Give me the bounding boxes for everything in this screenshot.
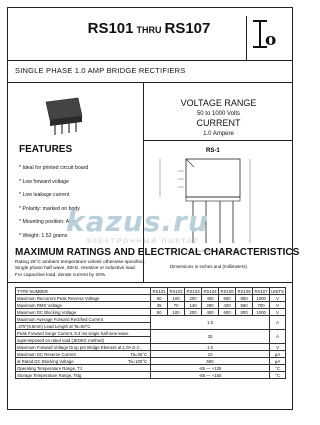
current-value: 1.0 Ampere [203, 131, 234, 137]
package-image [40, 96, 86, 136]
current-heading: CURRENT [196, 118, 241, 128]
feature-item: * Mounting position: Any [19, 219, 75, 225]
voltage-value: 50 to 1000 Volts [196, 111, 241, 117]
cell-unit: V [270, 302, 286, 309]
cell-unit: μA [270, 351, 286, 358]
table-row [16, 309, 286, 316]
cell-value: 1000 [253, 295, 270, 302]
ratings-note: For capacitive load, derate current by 20%. [15, 272, 107, 278]
table-header-cell: RS105 [220, 288, 234, 294]
cell-value: 140 [185, 302, 202, 309]
table-row [16, 330, 286, 337]
cell-value: 800 [236, 309, 253, 316]
row-label: Peak Forward Surge Current, 8.3 ms single half-sine-wave [16, 330, 151, 337]
section-divider [7, 282, 293, 283]
watermark-subtitle: ЭЛЕКТРОННЫЙ ПОРТАЛ [86, 238, 200, 245]
cell-unit: V [270, 309, 286, 316]
part-last: RS107 [164, 20, 211, 37]
brand-logo [246, 16, 284, 60]
cell-value: 1000 [253, 309, 270, 316]
thru-label: THRU [136, 25, 162, 35]
table-header-row [16, 288, 286, 295]
table-header-cell: UNITS [271, 288, 284, 294]
part-first: RS101 [87, 20, 134, 37]
table-row [16, 316, 286, 323]
logo-letter: o [265, 30, 277, 50]
cell-value: 50 [151, 295, 168, 302]
cell-value: 35 [151, 302, 168, 309]
row-label: Operating Temperature Range, TJ [16, 365, 151, 372]
cell-value: 10 [151, 351, 270, 358]
table-row [16, 302, 286, 309]
row-label: Maximum DC Blocking Voltage [16, 309, 151, 316]
cell-value: 100 [168, 309, 185, 316]
table-header-cell: RS106 [237, 288, 251, 294]
row-label-continued: .375"(9.5mm) Lead Length at Ta=50°C [16, 323, 151, 330]
cell-value: 400 [202, 295, 219, 302]
feature-item: * Polarity: marked on body [19, 205, 80, 212]
row-label: Maximum DC Reverse Current Ta=25°C [16, 351, 151, 358]
package-name: RS-1 [206, 148, 220, 154]
table-header-cell: RS107 [254, 288, 268, 294]
table-row [16, 365, 286, 372]
ratings-notes [15, 260, 145, 279]
voltage-heading: VOLTAGE RANGE [180, 98, 257, 108]
cell-value: 500 [151, 358, 270, 365]
table-row [16, 351, 286, 358]
cell-value: 100 [168, 295, 185, 302]
features-heading: FEATURES [19, 144, 73, 155]
feature-item: * Ideal for printed circuit board [19, 165, 89, 171]
cell-unit: V [270, 344, 286, 351]
table-header-cell: RS103 [186, 288, 200, 294]
watermark: kazus.ru [66, 205, 209, 238]
feature-item: * Low forward voltage [19, 178, 69, 185]
subtitle: SINGLE PHASE 1.0 AMP BRIDGE RECTIFIERS [15, 66, 186, 75]
ratings-note: Rating 25°C ambient temperature unless otherwise specified. [15, 260, 146, 265]
cell-value: 200 [185, 295, 202, 302]
cell-value: 200 [185, 309, 202, 316]
table-header-cell: RS102 [169, 288, 183, 294]
row-label: Maximum Average Forward Rectified Current [16, 316, 151, 323]
ratings-table [15, 287, 286, 379]
header-divider [7, 60, 293, 61]
specs-divider [144, 140, 293, 141]
cell-value: 600 [219, 309, 236, 316]
table-row [16, 358, 286, 365]
cell-unit: °C [270, 372, 286, 379]
cell-unit: A [270, 316, 286, 330]
row-label-continued: superimposed on rated load (JEDEC method) [16, 337, 151, 344]
dimensions-note: Dimensions in inches and (millimeters) [170, 264, 248, 269]
feature-item: * Low leakage current [19, 192, 70, 198]
row-label: Maximum Forward Voltage Drop per Bridge Element at 1.0A D.C. [16, 344, 151, 351]
table-header-cell: TYPE NUMBER [16, 288, 151, 295]
ratings-note: Single phase half wave, 60Hz, resistive or inductive load. [15, 266, 137, 272]
cell-value: 280 [202, 302, 219, 309]
table-row [16, 295, 286, 302]
table-row [16, 344, 286, 351]
cell-unit: °C [270, 365, 286, 372]
cell-value: -65 — +125 [151, 365, 270, 372]
cell-value: 50 [151, 309, 168, 316]
table-row [16, 372, 286, 379]
cell-value: 800 [236, 295, 253, 302]
cell-value: 30 [151, 330, 270, 344]
row-label: at Rated DC Blocking Voltage Ta=100°C [16, 358, 151, 365]
row-label: Maximum RMS Voltage [16, 302, 151, 309]
table-header-cell: RS101 [152, 288, 166, 294]
cell-value: 420 [219, 302, 236, 309]
test-condition: Ta=100°C [128, 358, 148, 364]
table-header-cell: RS104 [203, 288, 217, 294]
feature-item: * Weight: 1.52 grams [19, 232, 68, 239]
cell-value: 560 [236, 302, 253, 309]
cell-value: -65 — +150 [151, 372, 270, 379]
ratings-heading: MAXIMUM RATINGS AND ELECTRICAL CHARACTERISTICS [15, 247, 300, 258]
cell-value: 70 [168, 302, 185, 309]
cell-unit: A [270, 330, 286, 344]
cell-unit: μA [270, 358, 286, 365]
cell-value: 1.0 [151, 344, 270, 351]
cell-value: 700 [253, 302, 270, 309]
row-label: Maximum Recurrent Peak Reverse Voltage [16, 295, 151, 302]
cell-unit: V [270, 295, 286, 302]
cell-value: 1.0 [151, 316, 270, 330]
cell-value: 400 [202, 309, 219, 316]
test-condition: Ta=25°C [130, 351, 148, 357]
cell-value: 600 [219, 295, 236, 302]
row-label: Storage Temperature Range, Tstg [16, 372, 151, 379]
specs-summary [144, 98, 293, 137]
page-title [64, 20, 234, 38]
